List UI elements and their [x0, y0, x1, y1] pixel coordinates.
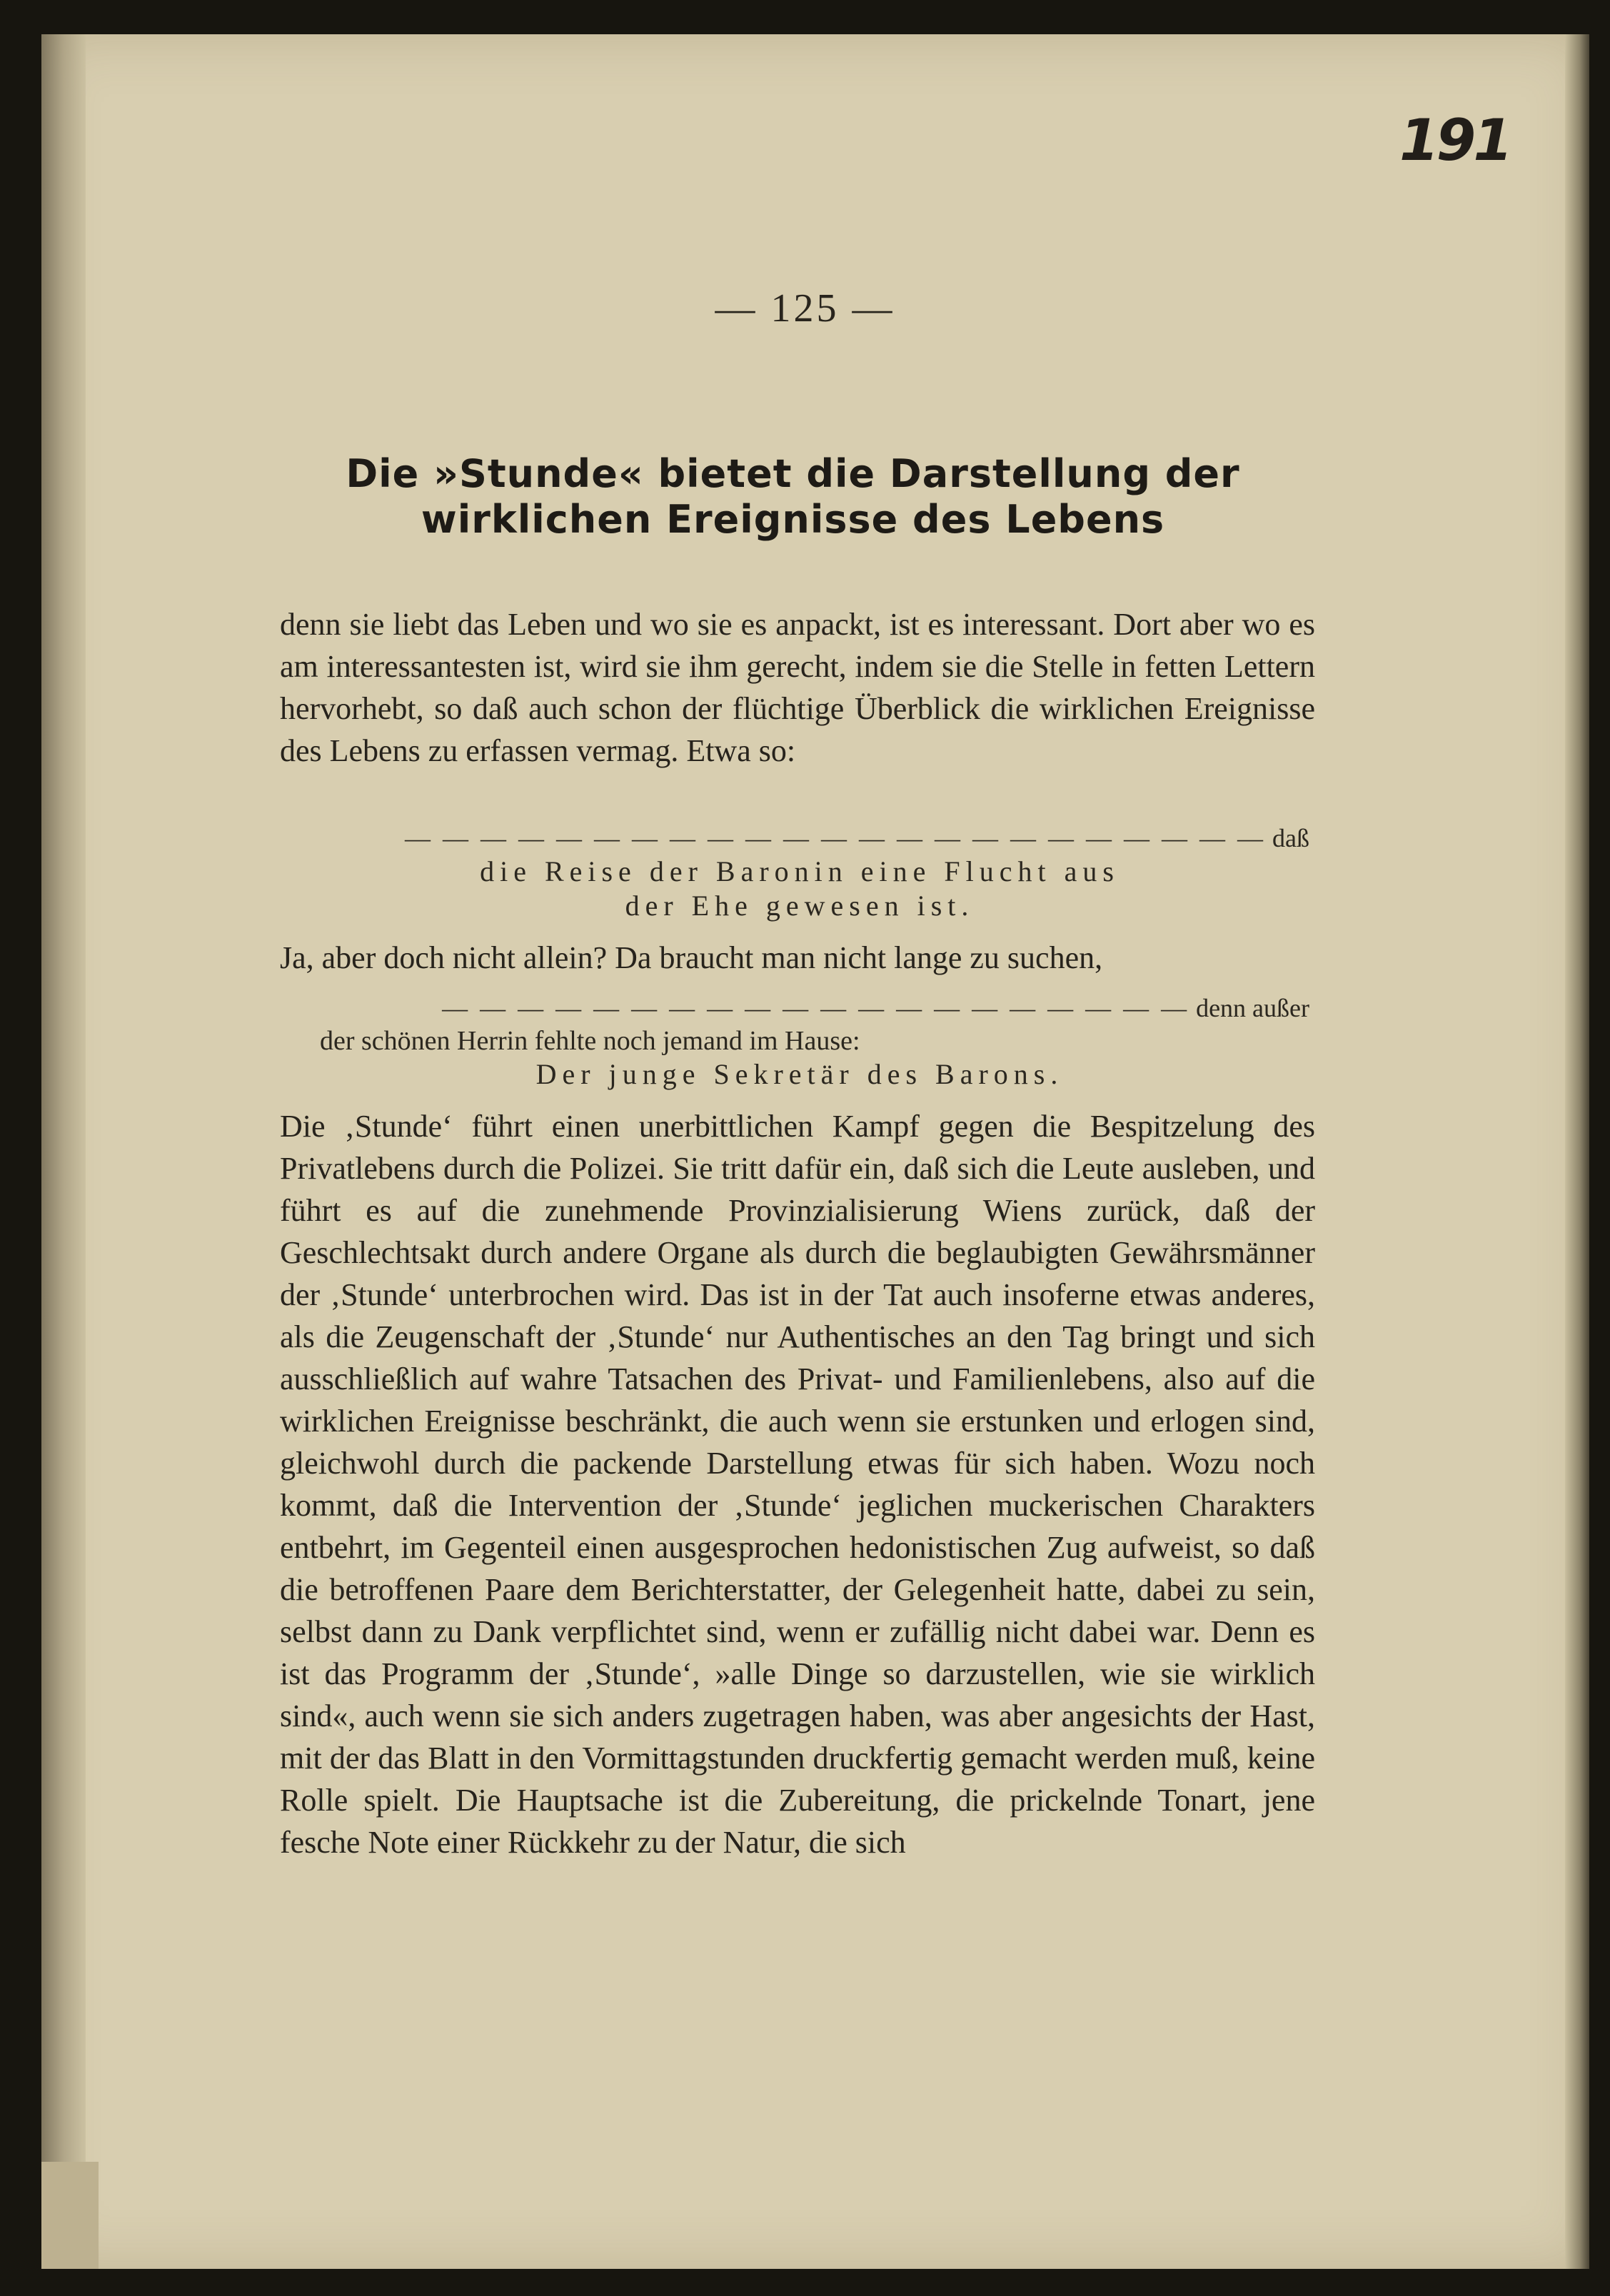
body-paragraph-block [280, 1105, 1315, 1863]
heading-line-2: wirklichen Ereignisse des Lebens [421, 497, 1165, 542]
example-1-tail: daß [1272, 824, 1309, 852]
page-right-edge [1565, 34, 1589, 2269]
example-2-dashes: — — — — — — — — — — — — — — — — — — — — [442, 994, 1190, 1022]
example-2-tail: denn außer [1196, 994, 1309, 1022]
heading-line-1: Die »Stunde« bietet die Darstellung der [346, 451, 1240, 496]
intro-paragraph: denn sie liebt das Leben und wo sie es anpackt, ist es interessant. Dort aber wo es am interessantesten ist, wird sie ihm gerecht, indem sie die Stelle in fetten Lettern hervorhebt, so daß auch schon der flüchtige Überblick die wirklichen Ereignisse des Lebens zu erfassen vermag. Etwa so: [280, 607, 1315, 768]
example-1-spaced-line-2: der Ehe gewesen ist. [625, 890, 975, 922]
page-number: — 125 — [715, 286, 895, 331]
intro-paragraph-block [280, 603, 1315, 772]
body-paragraph: Die ‚Stunde‘ führt einen unerbittlichen Kampf gegen die Bespitzelung des Privatlebens durch die Polizei. Sie tritt dafür ein, daß sich die Leute ausleben, und führt es auf die zunehmende Provinzialisierung Wiens zurück, daß der Geschlechtsakt durch andere Organe als durch die beglaubigten Gewährsmänner der ‚Stunde‘ unterbrochen wird. Das ist in der Tat auch insoferne etwas anderes, als die Zeugenschaft der ‚Stunde‘ nur Authentisches an den Tag bringt und sich ausschließlich auf wahre Tatsachen des Privat- und Familienlebens, also auf die wirklichen Ereignisse beschränkt, die auch wenn sie erstunken und erlogen sind, gleichwohl durch die packende Darstellung etwas für sich haben. Wozu noch kommt, daß die Intervention der ‚Stunde‘ jeglichen muckerischen Charakters entbehrt, im Gegenteil einen ausgesprochen hedonistischen Zug aufweist, so daß die betroffenen Paare dem Berichterstatter, der Gelegenheit hatte, dabei zu sein, selbst dann zu Dank verpflichtet sind, wenn er zufällig nicht dabei war. Denn es ist das Programm der ‚Stunde‘, »alle Dinge so darzustellen, wie sie wirklich sind«, auch wenn sie sich anders zugetragen haben, was aber angesichts der Hast, mit der das Blatt in den Vormittagstunden druckfertig gemacht werden muß, keine Rolle spielt. Die Hauptsache ist die Zubereitung, die prickelnde Tonart, jene fesche Note einer Rückkehr zu der Natur, die sich [280, 1109, 1315, 1860]
page-spine-shadow [41, 34, 86, 2269]
middle-line: Ja, aber doch nicht allein? Da braucht man nicht lange zu suchen, [280, 940, 1103, 975]
page-heading [0, 451, 1586, 543]
middle-line-block [280, 937, 1315, 979]
archive-page-number: 191 [1399, 107, 1510, 173]
example-1-dash-line [320, 822, 1309, 854]
example-2-spaced-line: Der junge Sekretär des Barons. [535, 1058, 1064, 1090]
page-corner-wear [41, 2162, 99, 2269]
example-1-dashes: — — — — — — — — — — — — — — — — — — — — — — — [405, 824, 1267, 852]
example-1-spaced-line-1: die Reise der Baronin eine Flucht aus [480, 855, 1120, 887]
example-2-line: der schönen Herrin fehlte noch jemand im Hause: [320, 1026, 860, 1056]
example-2-dash-line [320, 992, 1309, 1024]
